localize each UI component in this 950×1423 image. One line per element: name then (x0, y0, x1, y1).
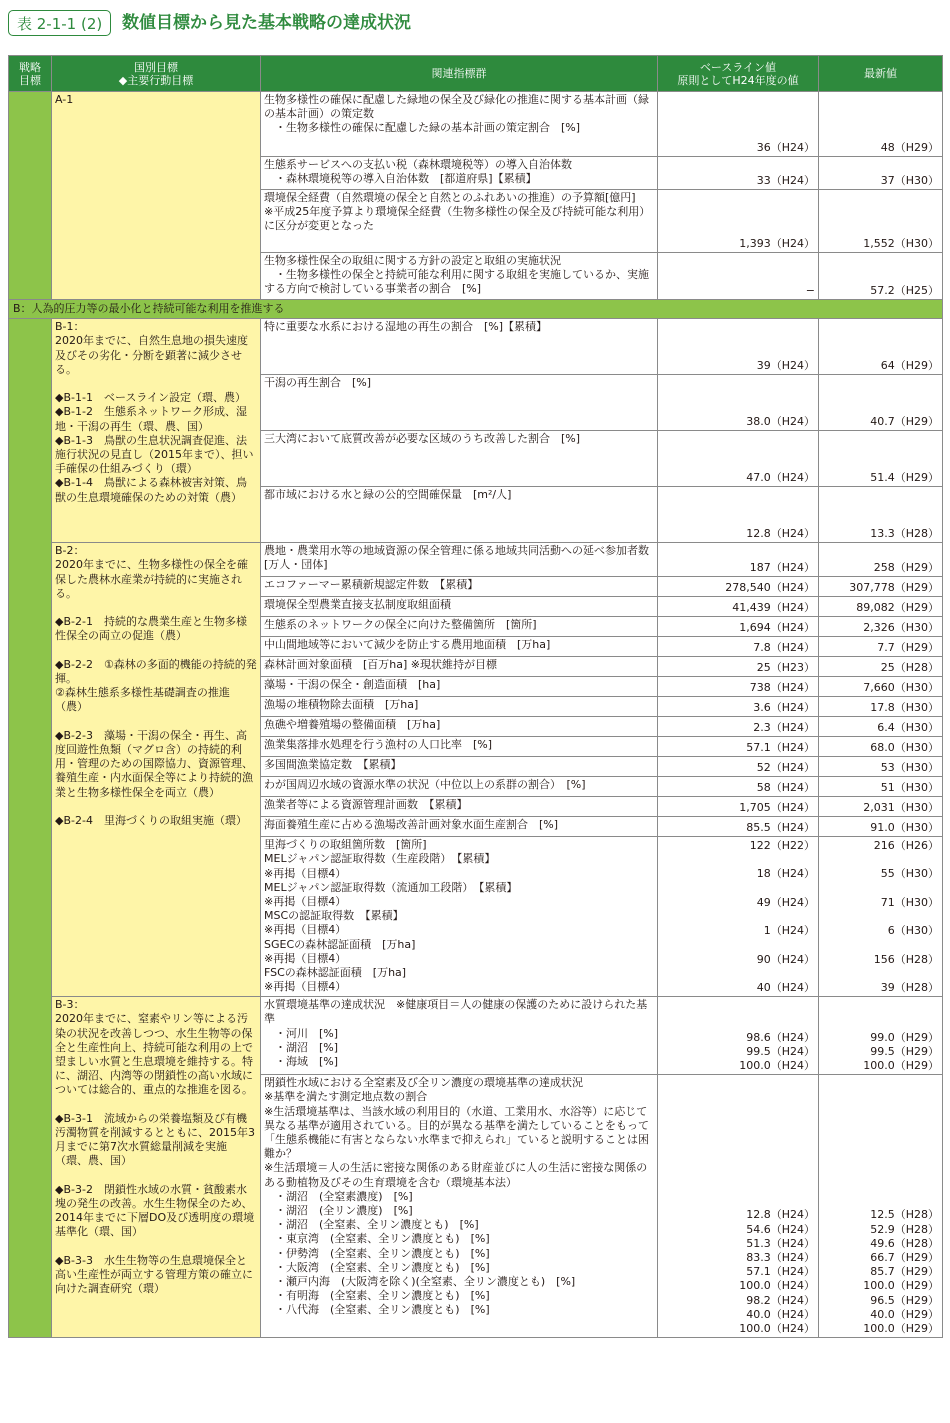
latest-value: 53（H30） (819, 757, 943, 777)
latest-value: 40.7（H29） (819, 375, 943, 431)
indicator-cell: 藻場・干潟の保全・創造面積 [ha] (261, 677, 658, 697)
baseline-value: 41,439（H24） (658, 597, 819, 617)
baseline-value: 98.6（H24） 99.5（H24） 100.0（H24） (658, 997, 819, 1075)
latest-value: 1,552（H30） (819, 190, 943, 253)
national-target-cell (52, 997, 261, 1338)
baseline-value: 85.5（H24） (658, 817, 819, 837)
target-heading: B-1： 2020年までに、自然生息地の損失速度及びその劣化・分断を顕著に減少させる。 (55, 320, 248, 376)
indicator-cell: 森林計画対象面積 [百万ha] ※現状維持が目標 (261, 657, 658, 677)
achievement-table (8, 55, 943, 1338)
indicator-cell: 多国間漁業協定数 【累積】 (261, 757, 658, 777)
indicator-cell: 漁業者等による資源管理計画数 【累積】 (261, 797, 658, 817)
latest-value: 7.7（H29） (819, 637, 943, 657)
indicator-cell: わが国周辺水域の資源水準の状況（中位以上の系群の割合） [%] (261, 777, 658, 797)
target-actions: ◆B-1-1 ベースライン設定（環、農） ◆B-1-2 生態系ネットワーク形成、湿地・干潟の再生（環、農、国） ◆B-1-3 鳥獣の生息状況調査促進、法施行状況の見直し（2015年まで）、担い手確保の仕組みづくり（環） ◆B-1-4 鳥獣による森林被害対策、鳥獣の生息環境確保のための対策（農） (55, 391, 254, 504)
latest-value: 2,326（H30） (819, 617, 943, 637)
national-target-cell (52, 319, 261, 543)
indicator-cell: 海面養殖生産に占める漁場改善計画対象水面生産割合 [%] (261, 817, 658, 837)
strategy-goal-cell (9, 319, 52, 1338)
indicator-cell: 魚礁や増養殖場の整備面積 [万ha] (261, 717, 658, 737)
baseline-value: 2.3（H24） (658, 717, 819, 737)
table-row (9, 543, 943, 577)
target-actions: ◆B-2-1 持続的な農業生産と生物多様性保全の両立の促進（農） ◆B-2-2 ①森林の多面的機能の持続的発揮。 ②森林生態系多様性基礎調査の推進（農） ◆B-2-3 藻場・干潟の保全・再生、高度回遊性魚類（マグロ含）の持続的利用・管理のための国際協力、資源管理、養殖生産・内水面保全等により持続的漁業と生物多様性保全を両立（農） ◆B-2-4 里海づくりの取組実施（環） (55, 615, 257, 828)
national-target-cell (52, 92, 261, 300)
table-row (9, 319, 943, 375)
baseline-value: 36（H24） (658, 92, 819, 157)
indicator-cell: 生態系サービスへの支払い税（森林環境税等）の導入自治体数 ・森林環境税等の導入自治体数 [都道府県]【累積】 (261, 157, 658, 190)
baseline-value: 33（H24） (658, 157, 819, 190)
col-header-strategy: 戦略 目標 (9, 56, 52, 92)
indicator-cell: 農地・農業用水等の地域資源の保全管理に係る地域共同活動への延べ参加者数 [万人・団体] (261, 543, 658, 577)
indicator-cell: 生態系のネットワークの保全に向けた整備箇所 [箇所] (261, 617, 658, 637)
indicator-cell: 環境保全型農業直接支払制度取組面積 (261, 597, 658, 617)
indicator-cell: 里海づくりの取組箇所数 [箇所] MELジャパン認証取得数（生産段階） 【累積】 ※再掲（目標4） MELジャパン認証取得数（流通加工段階） 【累積】 ※再掲（目標4） MSCの認証取得数 【累積】 ※再掲（目標4） SGECの森林認証面積 [万ha] ※再掲（目標4） FSCの森林認証面積 [万ha] ※再掲（目標4） (261, 837, 658, 997)
table-row (9, 92, 943, 157)
indicator-cell: 環境保全経費（自然環境の保全と自然とのふれあいの推進）の予算額[億円] ※平成25年度予算より環境保全経費（生物多様性の保全及び持続可能な利用）に区分が変更となった (261, 190, 658, 253)
latest-value: 68.0（H30） (819, 737, 943, 757)
target-heading: B-2： 2020年までに、生物多様性の保全を確保した農林水産業が持続的に実施される。 (55, 544, 248, 600)
latest-value: 51.4（H29） (819, 431, 943, 487)
col-header-national-target: 国別目標 ◆主要行動目標 (52, 56, 261, 92)
latest-value: 7,660（H30） (819, 677, 943, 697)
category-b-heading: B：人為的圧力等の最小化と持続可能な利用を推進する (9, 300, 943, 319)
indicator-cell: 水質環境基準の達成状況 ※健康項目＝人の健康の保護のために設けられた基準 ・河川 [%] ・湖沼 [%] ・海域 [%] (261, 997, 658, 1075)
col-header-latest: 最新値 (819, 56, 943, 92)
latest-value: 51（H30） (819, 777, 943, 797)
latest-value: 99.0（H29） 99.5（H29） 100.0（H29） (819, 997, 943, 1075)
baseline-value: 12.8（H24） (658, 487, 819, 543)
latest-value: 25（H28） (819, 657, 943, 677)
latest-value: 258（H29） (819, 543, 943, 577)
latest-value: 89,082（H29） (819, 597, 943, 617)
latest-value: 17.8（H30） (819, 697, 943, 717)
indicator-cell: 三大湾において底質改善が必要な区域のうち改善した割合 [%] (261, 431, 658, 487)
table-number-badge: 表 2-1-1 (2) (8, 10, 111, 36)
latest-value: 37（H30） (819, 157, 943, 190)
latest-value: 307,778（H29） (819, 577, 943, 597)
baseline-value: 25（H23） (658, 657, 819, 677)
baseline-value: 1,705（H24） (658, 797, 819, 817)
category-row (9, 300, 943, 319)
baseline-value: 38.0（H24） (658, 375, 819, 431)
latest-value: 48（H29） (819, 92, 943, 157)
baseline-value: 39（H24） (658, 319, 819, 375)
table-header-row (9, 56, 943, 92)
indicator-cell: 干潟の再生割合 [%] (261, 375, 658, 431)
indicator-cell: エコファーマー累積新規認定件数 【累積】 (261, 577, 658, 597)
page-header (0, 0, 950, 44)
baseline-value: 122（H22） 18（H24） 49（H24） 1（H24） 90（H24） 40（H24） (658, 837, 819, 997)
indicator-cell: 漁場の堆積物除去面積 [万ha] (261, 697, 658, 717)
indicator-cell: 中山間地域等において減少を防止する農用地面積 [万ha] (261, 637, 658, 657)
latest-value: 64（H29） (819, 319, 943, 375)
latest-value: 6.4（H30） (819, 717, 943, 737)
baseline-value: 57.1（H24） (658, 737, 819, 757)
indicator-cell: 特に重要な水系における湿地の再生の割合 [%]【累積】 (261, 319, 658, 375)
strategy-goal-cell (9, 92, 52, 300)
latest-value: 12.5（H28） 52.9（H28） 49.6（H28） 66.7（H29） 85.7（H29） 100.0（H29） 96.5（H29） 40.0（H29） 100.0（H29） (819, 1075, 943, 1338)
baseline-value: 47.0（H24） (658, 431, 819, 487)
col-header-indicators: 関連指標群 (261, 56, 658, 92)
baseline-value: 1,694（H24） (658, 617, 819, 637)
baseline-value: 12.8（H24） 54.6（H24） 51.3（H24） 83.3（H24） 57.1（H24） 100.0（H24） 98.2（H24） 40.0（H24） 100.0（H24） (658, 1075, 819, 1338)
national-target-cell (52, 543, 261, 997)
target-heading: B-3： 2020年までに、窒素やリン等による汚染の状況を改善しつつ、水生生物等の保全と生産性向上、持続可能な利用の上で望ましい水質と生息環境を維持する。特に、湖沼、内湾等の閉鎖性の高い水域については総合的、重点的な推進を図る。 (55, 998, 253, 1097)
baseline-value: 7.8（H24） (658, 637, 819, 657)
baseline-value: 52（H24） (658, 757, 819, 777)
target-label: A-1 (55, 93, 74, 106)
baseline-value: 3.6（H24） (658, 697, 819, 717)
latest-value: 13.3（H28） (819, 487, 943, 543)
page-title: 数値目標から見た基本戦略の達成状況 (122, 13, 411, 33)
latest-value: 57.2（H25） (819, 253, 943, 300)
baseline-value: 738（H24） (658, 677, 819, 697)
baseline-value: 1,393（H24） (658, 190, 819, 253)
latest-value: 2,031（H30） (819, 797, 943, 817)
baseline-value: 187（H24） (658, 543, 819, 577)
latest-value: 91.0（H30） (819, 817, 943, 837)
indicator-cell: 生物多様性保全の取組に関する方針の設定と取組の実施状況 ・生物多様性の保全と持続可能な利用に関する取組を実施しているか、実施する方向で検討している事業者の割合 [%] (261, 253, 658, 300)
baseline-value: 58（H24） (658, 777, 819, 797)
table-row (9, 997, 943, 1075)
indicator-cell: 都市域における水と緑の公的空間確保量 [m²/人] (261, 487, 658, 543)
baseline-value: 278,540（H24） (658, 577, 819, 597)
baseline-value: − (658, 253, 819, 300)
target-actions: ◆B-3-1 流域からの栄養塩類及び有機汚濁物質を削減するとともに、2015年3月までに第7次水質総量削減を実施（環、農、国） ◆B-3-2 閉鎖性水域の水質・貧酸素水塊の発生の改善。水生生物保全のため、2014年までに下層DO及び透明度の環境基準化（環、国） ◆B-3-3 水生生物等の生息環境保全と高い生産性が両立する管理方策の確立に向けた調査研究（環） (55, 1111, 255, 1296)
indicator-cell: 閉鎖性水域における全窒素及び全リン濃度の環境基準の達成状況 ※基準を満たす測定地点数の割合 ※生活環境基準は、当該水域の利用目的（水道、工業用水、水浴等）に応じて異なる基準が適用されている。目的が異なる基準を満たしていることをもって「生態系機能に有害とならない水準まで抑えられ」ていると説明することは困難か？ ※生活環境＝人の生活に密接な関係のある財産並びに人の生活に密接な関係のある動植物及びその生育環境を含む（環境基本法） ・湖沼 (全窒素濃度) [%] ・湖沼 (全リン濃度) [%] ・湖沼 (全窒素、全リン濃度とも) [%] ・東京湾 (全窒素、全リン濃度とも) [%] ・伊勢湾 (全窒素、全リン濃度とも) [%] ・大阪湾 (全窒素、全リン濃度とも) [%] ・瀬戸内海 (大阪湾を除く)(全窒素、全リン濃度とも) [%] ・有明海 (全窒素、全リン濃度とも) [%] ・八代海 (全窒素、全リン濃度とも) [%] (261, 1075, 658, 1338)
indicator-cell: 生物多様性の確保に配慮した緑地の保全及び緑化の推進に関する基本計画（緑の基本計画）の策定数 ・生物多様性の確保に配慮した緑の基本計画の策定割合 [%] (261, 92, 658, 157)
col-header-baseline: ベースライン値 原則としてH24年度の値 (658, 56, 819, 92)
latest-value: 216（H26） 55（H30） 71（H30） 6（H30） 156（H28） 39（H28） (819, 837, 943, 997)
indicator-cell: 漁業集落排水処理を行う漁村の人口比率 [%] (261, 737, 658, 757)
